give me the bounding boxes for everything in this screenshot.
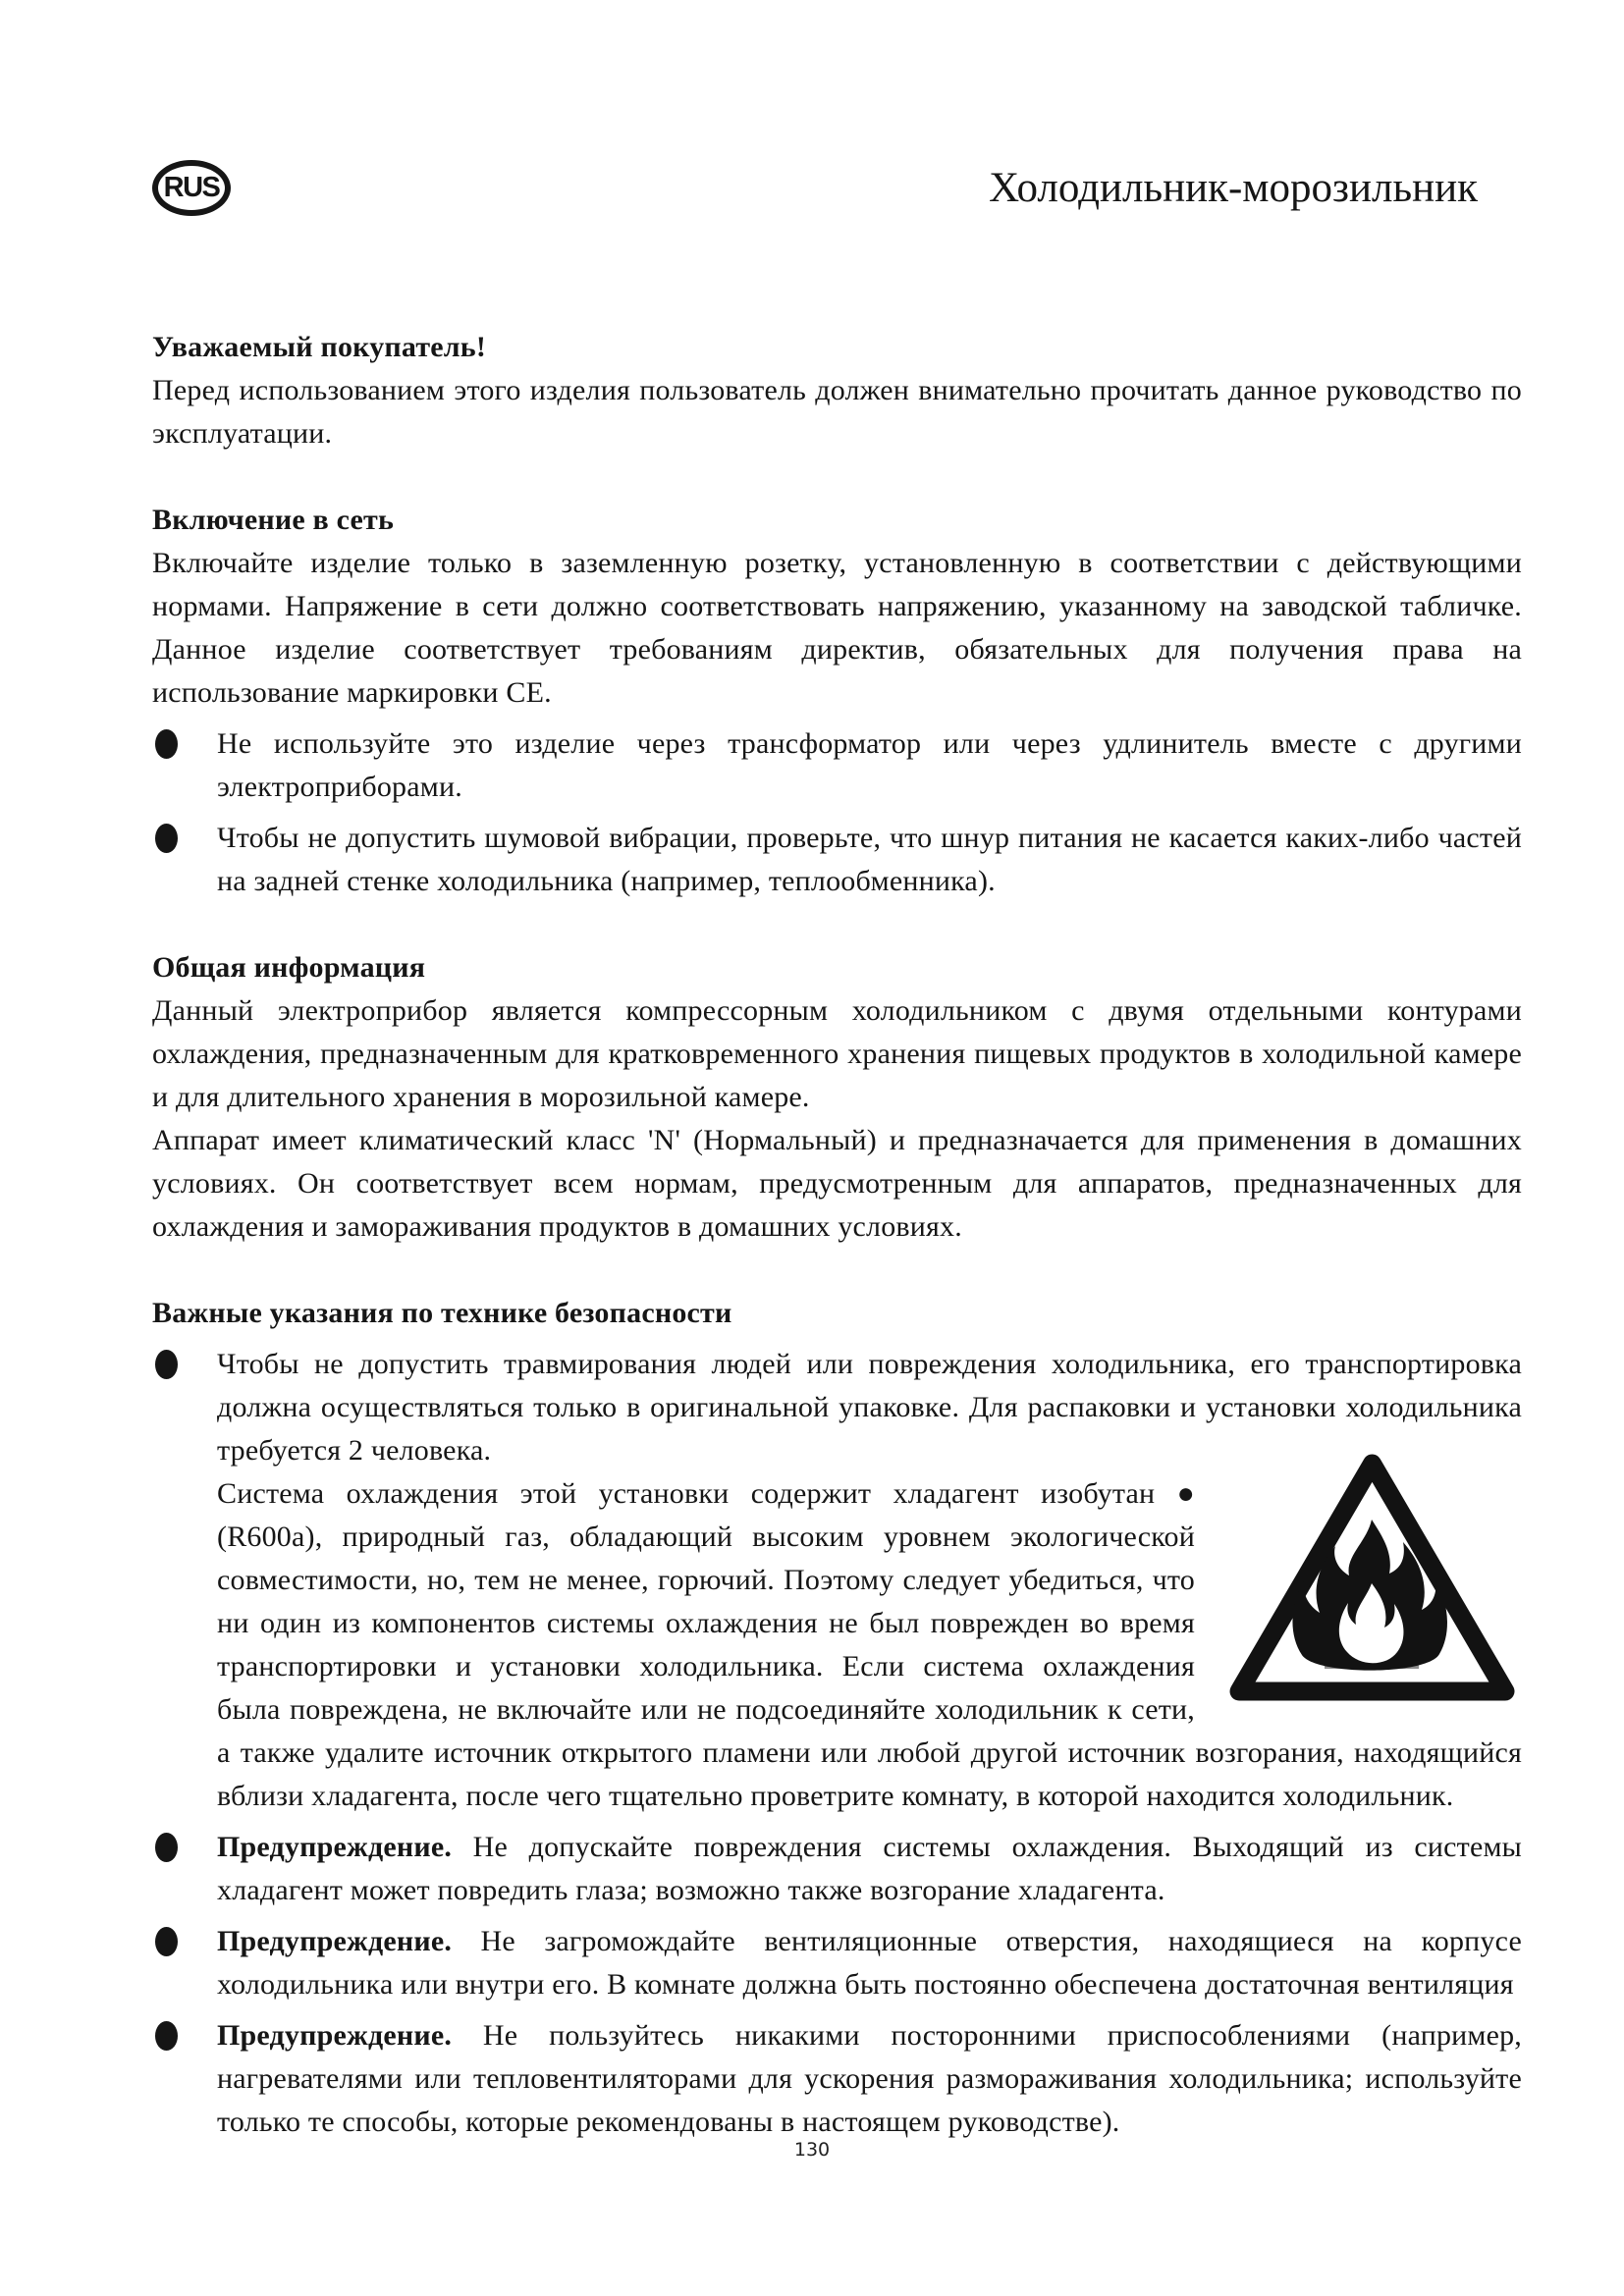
power-bullet-text-1: Не используйте это изделие через трансформатор или через удлинитель вместе с другими электроприборами. — [217, 727, 1522, 803]
language-badge-icon — [152, 160, 231, 216]
general-heading: Общая информация — [152, 951, 426, 984]
warning-text: Не пользуйтесь никакими посторонними приспособлениями (например, нагревателями или тепловентиляторами для ускорения размораживания холодильника; используйте только те способы, которые рекомендованы в настоящем руководстве). — [217, 2019, 1523, 2138]
list-item — [152, 1920, 1522, 2006]
page-title: Холодильник-морозильник — [989, 164, 1478, 211]
power-bullet-list — [152, 722, 1522, 903]
list-item — [152, 722, 1522, 809]
greeting-body: Перед использованием этого изделия пользователь должен внимательно прочитать данное руководство по эксплуатации. — [152, 374, 1522, 450]
section-general-info — [152, 946, 1522, 1249]
section-safety — [152, 1292, 1522, 2144]
power-body: Включайте изделие только в заземленную розетку, установленную в соответствии с действующими нормами. Напряжение в сети должно соответствовать напряжению, указанному на заводской табличке. Данное изделие соответствует требованиям директив, обязательных для получения права на использование маркировки CE. — [152, 547, 1522, 709]
warning-text: Не допускайте повреждения системы охлаждения. Выходящий из системы хладагент может повредить глаза; возможно также возгорание хладагента. — [217, 1831, 1523, 1906]
list-item — [152, 1343, 1522, 1818]
safety-heading: Важные указания по технике безопасности — [152, 1297, 732, 1329]
bullet-icon — [155, 2021, 178, 2051]
safety-transport-text: Чтобы не допустить травмирования людей или повреждения холодильника, его транспортировка должна осуществляться только в оригинальной упаковке. Для распаковки и установки холодильника требуется 2 человека. — [217, 1348, 1522, 1467]
manual-page — [152, 0, 1522, 2144]
flammable-warning-icon — [1222, 1447, 1522, 1708]
bullet-icon — [155, 824, 178, 853]
warning-item-3 — [217, 2014, 1522, 2144]
power-heading: Включение в сеть — [152, 504, 395, 536]
section-power-connection — [152, 499, 1522, 903]
warning-item-2 — [217, 1920, 1522, 2006]
warning-item-1 — [217, 1826, 1522, 1912]
list-item — [152, 817, 1522, 903]
power-bullet-text-2: Чтобы не допустить шумовой вибрации, проверьте, что шнур питания не касается каких-либо частей на задней стенке холодильника (например, теплообменника). — [217, 822, 1522, 897]
bullet-icon — [155, 1833, 178, 1862]
page-number: 130 — [793, 2139, 831, 2161]
page-header — [152, 157, 1522, 218]
language-badge-label: RUS — [163, 171, 220, 203]
section-greeting — [152, 326, 1522, 455]
list-item — [152, 1826, 1522, 1912]
general-body-1: Данный электроприбор является компрессорным холодильником с двумя отдельными контурами охлаждения, предназначенным для кратковременного хранения пищевых продуктов в холодильной камере и для длительного хранения в морозильной камере. — [152, 994, 1522, 1113]
bullet-icon — [155, 729, 178, 759]
general-body-2: Аппарат имеет климатический класс 'N' (Нормальный) и предназначается для применения в домашних условиях. Он соответствует всем нормам, предусмотренным для аппаратов, предназначенных для охлаждения и замораживания продуктов в домашних условиях. — [152, 1124, 1522, 1243]
warning-label: Предупреждение. — [217, 2019, 453, 2052]
safety-cooling-paragraph — [217, 1472, 1522, 1818]
warning-label: Предупреждение. — [217, 1925, 453, 1957]
list-item — [152, 2014, 1522, 2144]
warning-text: Не загромождайте вентиляционные отверстия, находящиеся на корпусе холодильника или внутри его. В комнате должна быть постоянно обеспечена достаточная вентиляция — [217, 1925, 1522, 2001]
bullet-icon — [155, 1927, 178, 1956]
warning-label: Предупреждение. — [217, 1831, 453, 1863]
bullet-icon — [155, 1350, 178, 1379]
safety-bullet-list — [152, 1343, 1522, 2144]
greeting-heading: Уважаемый покупатель! — [152, 331, 487, 363]
safety-cooling-text: Система охлаждения этой установки содержит хладагент изобутан ● (R600a), природный газ, обладающий высоким уровнем экологической совместимости, но, тем не менее, горючий. Поэтому следует убедиться, что ни один из компонентов системы охлаждения не был поврежден во время транспортировки и установки холодильника. Если система охлаждения была повреждена, не включайте или не подсоединяйте холодильник к сети, а также удалите источник открытого пламени или любой другой источник возгорания, находящийся вблизи хладагента, после чего тщательно проветрите комнату, в которой находится холодильник. — [217, 1477, 1522, 1812]
